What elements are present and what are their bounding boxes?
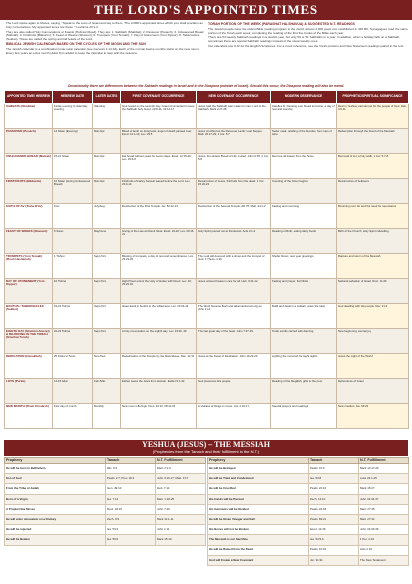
table-cell: 25 Kislev-2 Tevet (53, 354, 93, 379)
table-cell: 16 Nisan (during Unleavened Bread) (53, 179, 93, 204)
table-cell: New moon offerings. Num. 10:10; 28:11-15 (121, 404, 197, 429)
table-cell: 15-22 Tishrei (53, 304, 93, 329)
table-cell: Counting of the Omer begins (271, 179, 337, 204)
tanach-reference: Gen. 49:10 (106, 484, 156, 494)
nt-reference: John 1:11 (156, 525, 206, 535)
intro-right (208, 22, 408, 92)
appointed-times-table (4, 90, 409, 429)
table-cell: Firstfruits of barley harvest waved before the Lord. Lev. 23:9-14 (121, 179, 197, 204)
tanach-reference: Jer. 31:31 (309, 555, 359, 565)
tanach-reference: Isa. 53:5-6 (309, 535, 359, 545)
column-header: PROPHETIC/SPIRITUAL SIGNIFICANCE (337, 91, 409, 104)
table-cell: Fasting and prayer, Kol Nidre (271, 279, 337, 304)
table-cell: Sept./Oct. (93, 279, 121, 304)
holiday-name-cell: SIXTH OF AV (Tisha B'Av) (5, 204, 53, 229)
prophecy-row (208, 525, 409, 535)
table-cell: Mar./Apr. (93, 129, 121, 154)
prophecy-row (208, 484, 409, 494)
table-cell: Nov./Dec. (93, 354, 121, 379)
table-row (5, 279, 409, 304)
table-cell: Rest in Yeshua; eternal rest for the people of God. Heb. 4:9-11 (337, 104, 409, 129)
table-cell: Birth of the Church; Holy Spirit indwelling (337, 229, 409, 254)
intro-paragraph: The Lord spoke again to Moses, saying, "Speak to the sons of Israel and say to them, 'The LORD's appointed times which you shall proclaim as holy convocations. My appointed times are these.'" Leviticus 23:1-2. (6, 22, 203, 29)
table-cell: 15-21 Nisan (53, 154, 93, 179)
column-header: LATER DATES (93, 91, 121, 104)
table-cell: Deliverance of Israel (337, 379, 409, 404)
nt-reference: John 3:16-17; Matt. 3:17 (156, 474, 206, 484)
table-cell: The last great day of the feast. John 7:37-39 (197, 329, 271, 354)
nt-reference: Mark 15:27 (359, 484, 409, 494)
prophecy-cell: His hands will be Pierced (208, 494, 309, 504)
prophecy-row (208, 555, 409, 565)
table-row (5, 179, 409, 204)
prophecy-row (208, 545, 409, 555)
table-cell: Rapture and return of the Messiah (337, 254, 409, 279)
prophecy-row (5, 464, 206, 474)
prophecy-row (208, 464, 409, 474)
nt-reference: Mark 15:19 (156, 535, 206, 545)
column-header: Tanach (106, 458, 156, 464)
table-cell: Reading of Ruth, eating dairy foods (271, 229, 337, 254)
table-cell: 9 Av (53, 204, 93, 229)
column-header: NEW COVENANT OCCURRENCE (197, 91, 271, 104)
torah-portion-subheading: TORAH PORTION OF THE WEEK (PARASHAT HA-SHAVUA) & SUGGESTED N.T. READINGS (208, 22, 355, 26)
nt-reference: Heb. 7:14 (156, 484, 206, 494)
table-cell: Mar./Apr. (93, 154, 121, 179)
table-cell: Jesus said the Sabbath was made for man; Lord of the Sabbath. Mark 2:27-28 (197, 104, 271, 129)
nt-reference: Matt. 1:18-25 (156, 494, 206, 504)
holiday-name-cell: BOOTHS / TABERNACLES (Sukkot) (5, 304, 53, 329)
prophecy-cell: He will be born in Bethlehem (5, 464, 106, 474)
prophecy-row (5, 525, 206, 535)
prophecy-cell: Born of a Virgin (5, 494, 106, 504)
table-cell: Holy Spirit poured out at Pentecost. Acts 2:1-4 (197, 229, 271, 254)
tanach-reference: Mic. 5:2 (106, 464, 156, 474)
intro-paragraph: They are also called Holy Convocations or Feasts (Hebrew Moed). They are: 1. Sabbath (Shabbat); 2. Passover (Pesach); 3. Unleavened Bread (Matzah); 4. Firstfruits (Bikkurim); 5. Feast of Weeks (Shavuot); 6. Trumpets (Yom Teruah); 7. Day of Atonement (Yom Kippur); 8. Tabernacles (Sukkot). These are called the spring and fall feasts of the Lord. (6, 29, 204, 42)
table-cell: Lighting the menorah for eight nights (271, 354, 337, 379)
table-cell: Esther saves the Jews from Haman. Esther 9:1-32 (121, 379, 197, 404)
prophecy-row (208, 504, 409, 514)
calendar-subheading: BIBLICAL JEWISH CALENDAR BASED ON THE CYCLES OF THE MOON AND THE SUN (6, 41, 146, 46)
nt-reference: John 19:34-37 (359, 494, 409, 504)
table-cell: Jesus at the Feast of Dedication. John 10:22-23 (197, 354, 271, 379)
prophecy-cell: He will be Tried and Condemned (208, 474, 309, 484)
prophecy-cell: A Prophet like Moses (5, 504, 106, 514)
column-header: N.T. Fulfillment (359, 458, 409, 464)
prophecy-cell: His Garments will be Divided (208, 504, 309, 514)
prophecy-cell: He will be Betrayed (208, 464, 309, 474)
tanach-reference: Zech. 12:10 (309, 494, 359, 504)
prophecy-cell: His Bones will not be Broken (208, 525, 309, 535)
table-cell: God dwelling with His people. Rev. 21:3 (337, 304, 409, 329)
table-cell: Seder meal, retelling of the Exodus, four cups of wine (271, 129, 337, 154)
prophecy-cell: He will be Crucified (208, 484, 309, 494)
tanach-reference: Psalm 41:9 (309, 464, 359, 474)
prophecy-cell: God will Create a New Covenant (208, 555, 309, 565)
table-cell: Candles lit, blessing over bread and wine, a day of rest and worship (271, 104, 337, 129)
table-cell: Rededication of the Temple by the Maccabees. Dan. 11:31 (121, 354, 197, 379)
table-header-row (5, 91, 409, 104)
prophecy-row (208, 514, 409, 524)
table-cell: Shofar blown; new year greetings (271, 254, 337, 279)
table-row (5, 204, 409, 229)
table-cell: Friday evening to Saturday evening (53, 104, 93, 129)
nt-reference: The New Testament (359, 555, 409, 565)
holiday-name-cell: EIGHTH DAY (Shemini Atzeret) & REJOICING IN THE TORAH (Simchat Torah) (5, 329, 53, 354)
table-row (5, 104, 409, 129)
column-header: MODERN OBSERVANCE (271, 91, 337, 104)
holiday-name-cell: DAY OF ATONEMENT (Yom Kippur) (5, 279, 53, 304)
table-row (5, 354, 409, 379)
prophecy-row (208, 474, 409, 484)
table-cell: A holy convocation on the eighth day. Lev. 23:36, 39 (121, 329, 197, 354)
nt-reference: Acts 2:31 (359, 545, 409, 555)
column-header: APPOINTED TIME/ HEBREW (5, 91, 53, 104)
prophecy-cell: From the Tribe of Judah (5, 484, 106, 494)
tanach-reference: Psalm 22:18 (309, 504, 359, 514)
table-cell: Mar./Apr. (93, 179, 121, 204)
prophecy-cell: He will enter Jerusalem on a Donkey (5, 514, 106, 524)
yeshua-subtitle: (Prophecies from the Tanach and their fulfillment in the N.T.) (152, 449, 260, 454)
tanach-reference: Psalm 22:16 (309, 484, 359, 494)
table-cell: Remove all leaven from the home (271, 154, 337, 179)
prophecy-row (5, 474, 206, 484)
table-cell: Giving of the Law at Mount Sinai. Exod. 19-20; Lev. 23:15-21 (121, 229, 197, 254)
table-row (5, 154, 409, 179)
intro-paragraph: The Jewish calendar is a combination lunar-solar calendar (see Genesis 1:14-16). Each of the normal twelve months starts on the new moon. Every few years an extra month (Adar II) is added to keep the calendar in step with the seasons. (6, 46, 200, 55)
nt-reference: 1 Pet. 2:24 (359, 535, 409, 545)
table-cell: Redemption through the blood of the Messiah (337, 129, 409, 154)
holiday-name-cell: TRUMPETS (Yom Teruah) (Rosh Hashanah) (5, 254, 53, 279)
table-cell: 22-23 Tishrei (53, 329, 93, 354)
table-cell: High Priest enters the Holy of Holies with blood. Lev. 16; 23:26-32 (121, 279, 197, 304)
table-cell: Destruction of the First Temple. Jer. 52:12-13 (121, 204, 197, 229)
holiday-name-cell: NEW MONTH (Rosh Chodesh) (5, 404, 53, 429)
table-row (5, 304, 409, 329)
table-cell: Special prayers and readings (271, 404, 337, 429)
table-cell: Mourning over sin and the need for repentance (337, 204, 409, 229)
column-header: N.T. Fulfillment (156, 458, 206, 464)
nt-reference: John 7:40 (156, 504, 206, 514)
prophecy-cell: Son of God (5, 474, 106, 484)
prophecy-cell: He will be Raised from the Dead (208, 545, 309, 555)
table-cell: Reading of the Megillah, gifts to the poor (271, 379, 337, 404)
table-cell: Resurrection of believers (337, 179, 409, 204)
table-cell: 14-15 Adar (53, 379, 93, 404)
table-cell: God rested on the seventh day. Israel commanded to keep the Sabbath holy. Exod. 20:8-11; 31:12-17 (121, 104, 197, 129)
tanach-reference: Isa. 50:6 (106, 535, 156, 545)
prophecy-row (208, 494, 409, 504)
table-cell: Jesus, the sinless Bread of Life, buried. John 6:35; 1 Cor. 5:8 (197, 154, 271, 179)
table-cell: Destruction of the Second Temple, AD 70. Matt. 24:1-2 (197, 204, 271, 229)
tanach-reference: Isa. 7:14 (106, 494, 156, 504)
prophecy-row (5, 504, 206, 514)
table-cell: The Word became flesh and tabernacled among us. John 1:14 (197, 304, 271, 329)
yeshua-banner (4, 440, 408, 456)
table-cell: The Lord will descend with a shout and the trumpet of God. 1 Thess. 4:16 (197, 254, 271, 279)
holiday-name-cell: DEDICATION (Hanukkah) (5, 354, 53, 379)
prophecy-cell: He will be Given Vinegar and Gall (208, 514, 309, 524)
intro-paragraph: There are 54 weekly Sabbath readings in a Jewish year, but only 50 or 51 Sabbaths in a year. In addition, when a holiday falls on a Sabbath, sometimes there are special Sabbath readings instead of the usual weekly ones. (208, 35, 401, 44)
table-cell: 10 Tishrei (53, 279, 93, 304)
table-cell: May/June (93, 229, 121, 254)
table-cell: Blood of lamb on doorposts; angel of death passed over. Exod. 12:1-14; Lev. 23:5 (121, 129, 197, 154)
table-cell: Resurrection of Jesus, firstfruits from the dead. 1 Cor. 15:20-23 (197, 179, 271, 204)
prophecy-row (5, 484, 206, 494)
table-cell: Saturday (93, 104, 121, 129)
table-cell: Monthly (93, 404, 121, 429)
table-cell: Eat bread without yeast for seven days. Exod. 12:15-20; Lev. 23:6-8 (121, 154, 197, 179)
nt-reference: Matt. 27:34 (359, 514, 409, 524)
tanach-reference: Exod. 12:46 (309, 525, 359, 535)
prophecy-row (5, 535, 206, 545)
tanach-reference: Zech. 9:9 (106, 514, 156, 524)
diaspora-notice: Occasionally there are differences between the Sabbath readings in Israel and in the Diaspora (outside of Israel). Should this occur, the Diaspora reading will also be noted. (67, 84, 345, 88)
table-cell: 14 Nisan (Evening) (53, 129, 93, 154)
column-header: FIRST COVENANT OCCURRENCE (121, 91, 197, 104)
table-cell: Sept./Oct. (93, 329, 121, 354)
holiday-name-cell: LOTS (Purim) (5, 379, 53, 404)
column-header: Prophecy (208, 458, 309, 464)
table-cell: Fasting and mourning (271, 204, 337, 229)
prophecy-cell: The Messiah is our Sacrifice (208, 535, 309, 545)
table-cell: Feb./Mar. (93, 379, 121, 404)
table-cell: Removal of sin; a holy walk. 1 Cor. 5:7-8 (337, 154, 409, 179)
table-cell: Torah scrolls carried with dancing (271, 329, 337, 354)
intro-paragraph: The Jewish people have the oldest Bible reading program in the world: almost 3,000 years old, established in 446 BC. Synagogues read the same portion of the Torah each week, completing the reading of the first five books of the Bible each year. (208, 26, 408, 35)
prophecy-row (208, 535, 409, 545)
table-cell: Israel dwelt in booths in the wilderness. Lev. 23:33-43 (121, 304, 197, 329)
table-cell: New creation. Isa. 66:23 (337, 404, 409, 429)
tanach-reference: Psalm 69:21 (309, 514, 359, 524)
table-cell: July/Aug. (93, 204, 121, 229)
column-header: HEBREW DATE (53, 91, 93, 104)
prophecy-table-right (207, 457, 409, 566)
table-row (5, 254, 409, 279)
nt-reference: Mark 14:17-20 (359, 464, 409, 474)
nt-reference: Matt. 27:35 (359, 504, 409, 514)
holiday-name-cell: FIRSTFRUITS (Bikkurim) (5, 179, 53, 204)
column-header: Prophecy (5, 458, 106, 464)
table-cell: New beginning; eternal joy (337, 329, 409, 354)
table-row (5, 379, 409, 404)
tanach-reference: Isa. 53:8 (309, 474, 359, 484)
prophecy-cell: He will be Beaten (5, 535, 106, 545)
table-cell: Jesus entered heaven once for all. Heb. 9:11-12 (197, 279, 271, 304)
nt-reference: Matt. 2:1-6 (156, 464, 206, 474)
table-cell: God preserves His people (197, 379, 271, 404)
intro-left (6, 22, 206, 82)
nt-reference: Luke 23:1-25 (359, 474, 409, 484)
column-header: Tanach (309, 458, 359, 464)
holiday-name-cell: PASSOVER (Pesach) (5, 129, 53, 154)
table-row (5, 229, 409, 254)
holiday-name-cell: UNLEAVENED BREAD (Matzah) (5, 154, 53, 179)
holiday-name-cell: FEAST OF WEEKS (Shavuot) (5, 229, 53, 254)
page-title: THE LORD'S APPOINTED TIMES (0, 0, 412, 20)
table-cell: Blowing of trumpets; a day of rest and remembrance. Lev. 23:23-25 (121, 254, 197, 279)
table-cell: 1 Tishrei (53, 254, 93, 279)
tanach-reference: Psalm 2:7; Prov. 30:4 (106, 474, 156, 484)
table-cell: National salvation of Israel. Rom. 11:26 (337, 279, 409, 304)
table-cell: Sept./Oct. (93, 254, 121, 279)
table-row (5, 129, 409, 154)
tanach-reference: Isa. 53:3 (106, 525, 156, 535)
table-cell: Jesus crucified as the Passover Lamb; Last Supper. Matt. 26:17-29; 1 Cor. 5:7 (197, 129, 271, 154)
table-cell: A shadow of things to come. Col. 2:16-17 (197, 404, 271, 429)
table-cell: Jesus the Light of the World (337, 354, 409, 379)
prophecy-cell: He will be rejected (5, 525, 106, 535)
nt-reference: Mark 11:1-11 (156, 514, 206, 524)
nt-reference: John 19:33-36 (359, 525, 409, 535)
table-cell: Sept./Oct. (93, 304, 121, 329)
table-cell: 6 Sivan (53, 229, 93, 254)
tanach-reference: Psalm 16:10 (309, 545, 359, 555)
table-cell: First day of month (53, 404, 93, 429)
prophecy-table-left (4, 457, 206, 546)
table-row (5, 329, 409, 354)
holiday-name-cell: SABBATH (Shabbat) (5, 104, 53, 129)
intro-paragraph: Our calendars use KJV for the English Scriptures. For a cross reference, see the Torah portions and New Testament readings paired in the text. (208, 43, 405, 48)
yeshua-title: YESHUA (JESUS) – THE MESSIAH (142, 440, 270, 449)
prophecy-row (5, 494, 206, 504)
table-cell: Build and dwell in a sukkah, wave the lulav (271, 304, 337, 329)
prophecy-row (5, 514, 206, 524)
tanach-reference: Deut. 18:15 (106, 504, 156, 514)
table-row (5, 404, 409, 429)
